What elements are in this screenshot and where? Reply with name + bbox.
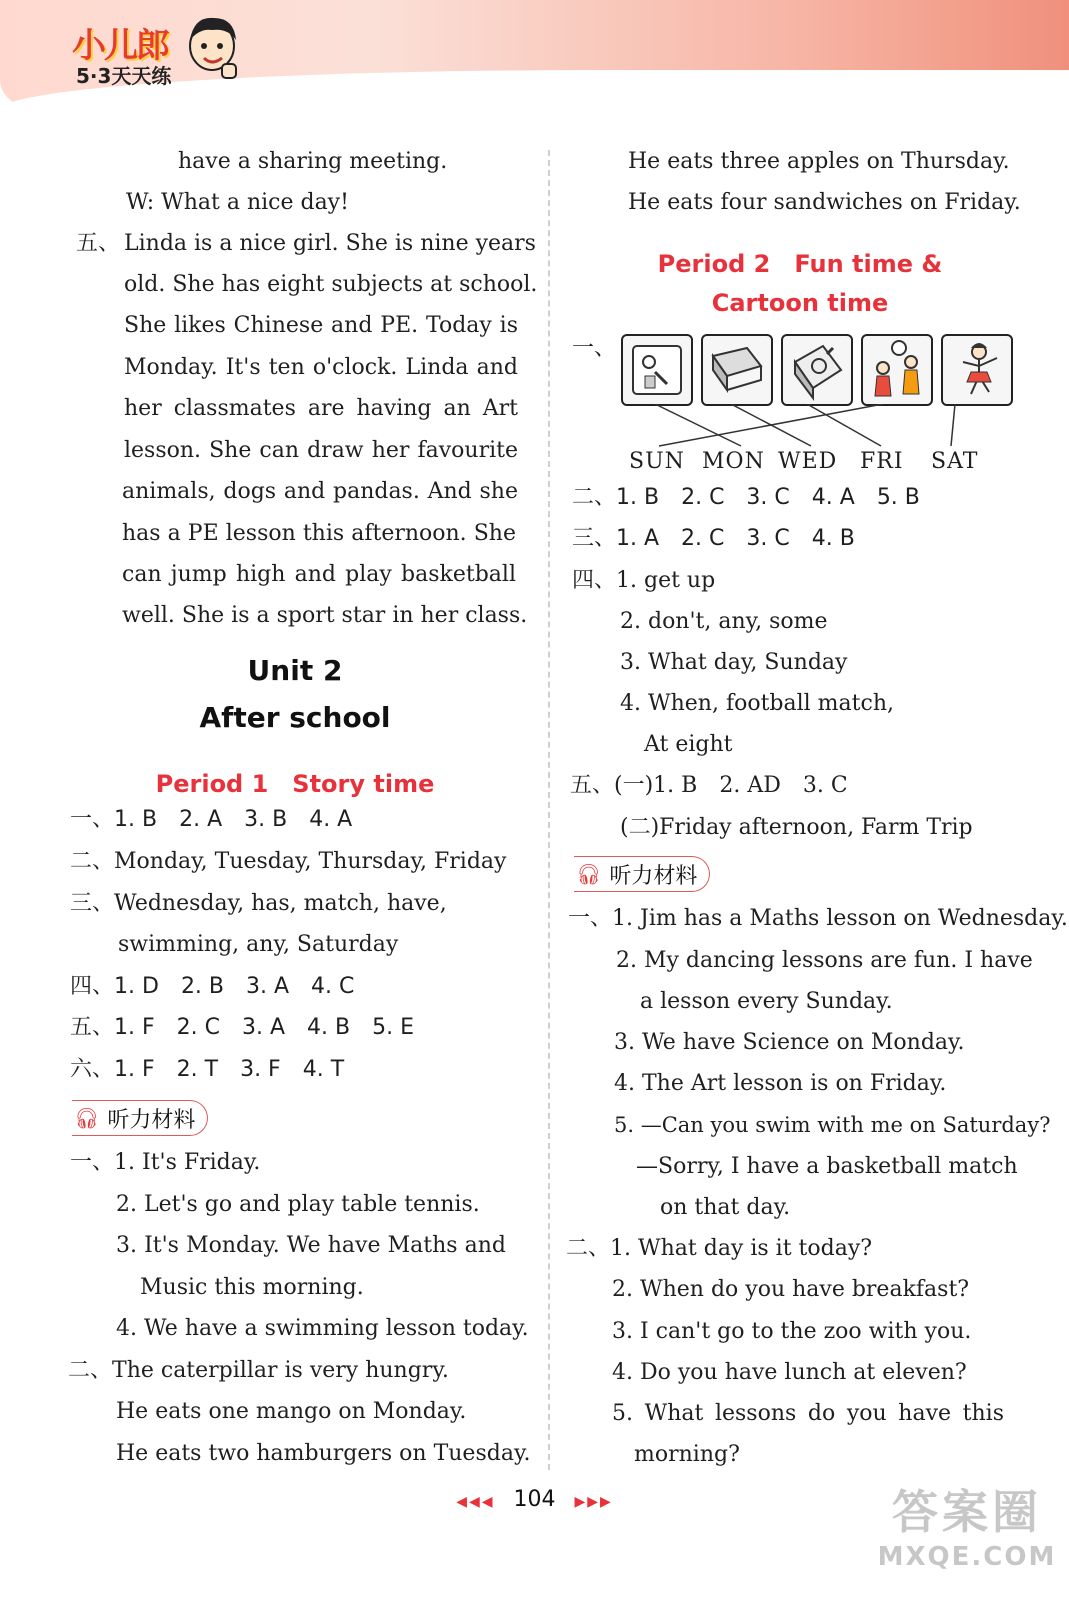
- matching-pictures: [621, 334, 1013, 406]
- passage-line: well. She is a sport star in her class.: [122, 603, 528, 628]
- listening-row: on that day.: [660, 1195, 791, 1220]
- watermark-logo: 答案圈 MXQE.COM: [877, 1485, 1057, 1572]
- section-mark-1: 一、: [572, 336, 617, 361]
- page-number: 104: [513, 1487, 556, 1512]
- answer-row: 一、1. B 2. A 3. B 4. A: [70, 807, 353, 832]
- listening-row: He eats two hamburgers on Tuesday.: [116, 1441, 531, 1466]
- unit-subtitle: After school: [199, 701, 391, 734]
- passage-line: old. She has eight subjects at school.: [124, 272, 538, 297]
- listening-row: 2. When do you have breakfast?: [612, 1277, 970, 1302]
- answer-row: 四、1. get up: [572, 568, 716, 593]
- answer-row: 五、(一)1. B 2. AD 3. C: [570, 773, 848, 798]
- listening-row: 二、The caterpillar is very hungry.: [68, 1358, 449, 1383]
- day-label-wed: WED: [778, 449, 838, 474]
- day-label-fri: FRI: [860, 449, 904, 474]
- passage-line: can jump high and play basketball: [122, 562, 516, 587]
- listening-row: 3. We have Science on Monday.: [614, 1030, 965, 1055]
- listening-material-label: 🎧︎ 听力材料: [72, 1100, 208, 1136]
- day-label-mon: MON: [702, 449, 765, 474]
- answer-row: 五、1. F 2. C 3. A 4. B 5. E: [70, 1015, 414, 1040]
- column-divider: [548, 150, 550, 1470]
- answer-row: 三、Wednesday, has, match, have,: [70, 891, 447, 916]
- listening-row: 一、1. It's Friday.: [70, 1150, 261, 1175]
- prev-arrows-icon: ◀◀◀: [456, 1494, 495, 1510]
- period-2-title-line1: Period 2 Fun time &: [657, 250, 943, 278]
- answer-row: At eight: [644, 732, 733, 757]
- answer-row: 三、1. A 2. C 3. C 4. B: [572, 526, 855, 551]
- left-line-w: W: What a nice day!: [126, 190, 349, 215]
- listening-row: 3. I can't go to the zoo with you.: [612, 1319, 972, 1344]
- answer-row: 二、1. B 2. C 3. C 4. A 5. B: [572, 485, 920, 510]
- answer-row: 4. When, football match,: [620, 691, 894, 716]
- passage-line: lesson. She can draw her favourite: [124, 438, 518, 463]
- art-book-icon: [781, 334, 853, 406]
- brand-logo: 小儿郎: [72, 26, 168, 66]
- listening-material-label: 🎧︎ 听力材料: [574, 856, 710, 892]
- listening-row: 2. My dancing lessons are fun. I have: [616, 948, 1033, 973]
- listening-row: morning?: [634, 1442, 740, 1467]
- answer-row: swimming, any, Saturday: [118, 932, 399, 957]
- passage-line: animals, dogs and pandas. And she: [122, 479, 518, 504]
- listening-row: 2. Let's go and play table tennis.: [116, 1192, 480, 1217]
- listening-row: 5. What lessons do you have this: [612, 1401, 1004, 1426]
- right-line-thursday: He eats three apples on Thursday.: [628, 149, 1010, 174]
- headphones-icon: 🎧︎: [74, 1106, 100, 1130]
- listening-row: —Sorry, I have a basketball match: [636, 1154, 1018, 1179]
- dancing-girl-icon: [941, 334, 1013, 406]
- unit-title: Unit 2: [247, 654, 343, 687]
- period-1-title: Period 1 Story time: [155, 770, 435, 798]
- day-label-sun: SUN: [629, 449, 685, 474]
- headphones-icon: 🎧︎: [576, 862, 602, 886]
- listening-row: Music this morning.: [140, 1275, 364, 1300]
- passage-line: has a PE lesson this afternoon. She: [122, 521, 516, 546]
- listening-row: 4. The Art lesson is on Friday.: [614, 1071, 947, 1096]
- passage-line: Monday. It's ten o'clock. Linda and: [124, 355, 518, 380]
- listening-row: He eats one mango on Monday.: [116, 1399, 467, 1424]
- left-line-sharing: have a sharing meeting.: [178, 149, 448, 174]
- listening-row: 二、1. What day is it today?: [566, 1236, 873, 1261]
- answer-row: 二、Monday, Tuesday, Thursday, Friday: [70, 849, 507, 874]
- right-line-friday: He eats four sandwiches on Friday.: [628, 190, 1021, 215]
- answer-row: 2. don't, any, some: [620, 609, 828, 634]
- answer-row: (二)Friday afternoon, Farm Trip: [620, 815, 973, 840]
- mascot-icon: [182, 12, 242, 84]
- matching-lines: [621, 404, 991, 452]
- books-icon: [701, 334, 773, 406]
- science-book-icon: [621, 334, 693, 406]
- listening-row: a lesson every Sunday.: [640, 989, 893, 1014]
- passage-line: She likes Chinese and PE. Today is: [124, 313, 518, 338]
- listening-row: 4. Do you have lunch at eleven?: [612, 1360, 967, 1385]
- day-label-sat: SAT: [931, 449, 979, 474]
- answer-row: 3. What day, Sunday: [620, 650, 848, 675]
- section-mark-5: 五、: [76, 231, 121, 256]
- basketball-kids-icon: [861, 334, 933, 406]
- listening-row: 4. We have a swimming lesson today.: [116, 1316, 529, 1341]
- listening-row: 一、1. Jim has a Maths lesson on Wednesday.: [568, 906, 1068, 931]
- answer-row: 四、1. D 2. B 3. A 4. C: [70, 974, 355, 999]
- brand-subtitle: 5·3天天练: [76, 64, 172, 88]
- passage-line: her classmates are having an Art: [124, 396, 518, 421]
- listening-row: 5. —Can you swim with me on Saturday?: [614, 1113, 1051, 1137]
- passage-line: Linda is a nice girl. She is nine years: [124, 231, 536, 256]
- period-2-title-line2: Cartoon time: [711, 289, 889, 317]
- listening-row: 3. It's Monday. We have Maths and: [116, 1233, 506, 1258]
- answer-row: 六、1. F 2. T 3. F 4. T: [70, 1057, 345, 1082]
- next-arrows-icon: ▶▶▶: [574, 1494, 613, 1510]
